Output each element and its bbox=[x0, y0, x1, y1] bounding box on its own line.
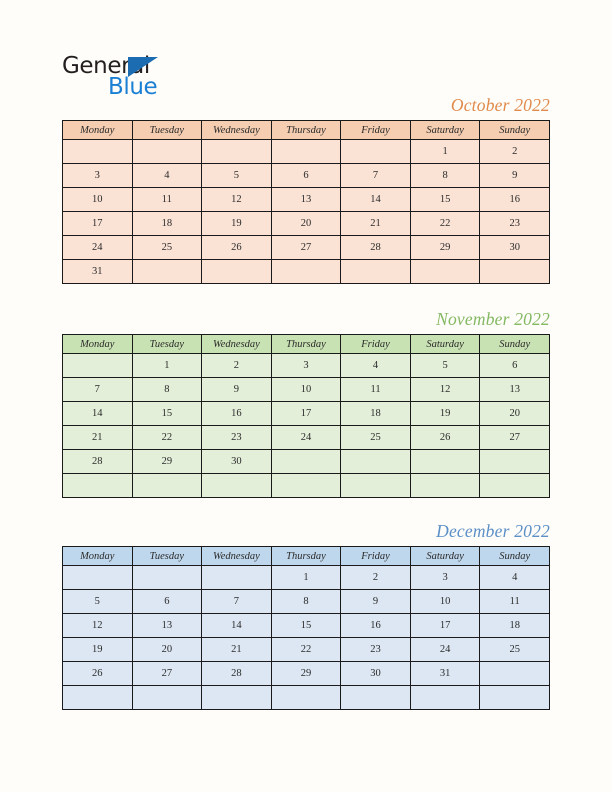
weekday-header-thursday: Thursday bbox=[271, 121, 341, 140]
calendar-day-cell[interactable]: 25 bbox=[341, 426, 411, 450]
calendar-day-cell-empty bbox=[132, 140, 202, 164]
calendar-day-cell[interactable]: 15 bbox=[410, 188, 480, 212]
calendar-day-cell[interactable]: 13 bbox=[271, 188, 341, 212]
calendar-day-cell[interactable]: 18 bbox=[480, 614, 550, 638]
calendar-day-cell-empty bbox=[63, 686, 133, 710]
calendar-week-row bbox=[63, 474, 550, 498]
calendar-day-cell[interactable]: 18 bbox=[341, 402, 411, 426]
calendar-day-cell[interactable]: 24 bbox=[410, 638, 480, 662]
calendar-day-cell[interactable]: 28 bbox=[63, 450, 133, 474]
weekday-header-sunday: Sunday bbox=[480, 121, 550, 140]
calendar-day-cell[interactable]: 27 bbox=[271, 236, 341, 260]
calendar-day-cell-empty bbox=[63, 566, 133, 590]
weekday-header-tuesday: Tuesday bbox=[132, 335, 202, 354]
calendar-day-cell[interactable]: 22 bbox=[271, 638, 341, 662]
weekday-header-monday: Monday bbox=[63, 121, 133, 140]
calendar-day-cell-empty bbox=[480, 686, 550, 710]
weekday-header-sunday: Sunday bbox=[480, 335, 550, 354]
calendar-day-cell[interactable]: 12 bbox=[202, 188, 272, 212]
calendar-body bbox=[63, 140, 550, 284]
calendar-day-cell[interactable]: 14 bbox=[202, 614, 272, 638]
calendar-day-cell[interactable]: 8 bbox=[410, 164, 480, 188]
calendar-day-cell[interactable]: 5 bbox=[63, 590, 133, 614]
calendar-day-cell[interactable]: 22 bbox=[132, 426, 202, 450]
calendar-day-cell[interactable]: 21 bbox=[341, 212, 411, 236]
calendar-day-cell[interactable]: 11 bbox=[132, 188, 202, 212]
calendar-day-cell[interactable]: 27 bbox=[132, 662, 202, 686]
calendar-week-row bbox=[63, 662, 550, 686]
calendar-day-cell[interactable]: 4 bbox=[341, 354, 411, 378]
calendar-week-row bbox=[63, 354, 550, 378]
calendar-day-cell[interactable]: 30 bbox=[341, 662, 411, 686]
calendar-day-cell-empty bbox=[202, 474, 272, 498]
calendar-day-cell[interactable]: 20 bbox=[480, 402, 550, 426]
calendar-week-row bbox=[63, 638, 550, 662]
calendar-day-cell[interactable]: 9 bbox=[480, 164, 550, 188]
calendar-day-cell[interactable]: 30 bbox=[480, 236, 550, 260]
calendar-day-cell-empty bbox=[132, 686, 202, 710]
calendar-day-cell[interactable]: 1 bbox=[410, 140, 480, 164]
calendar-day-cell[interactable]: 17 bbox=[271, 402, 341, 426]
calendar-day-cell[interactable]: 16 bbox=[341, 614, 411, 638]
calendar-day-cell[interactable]: 19 bbox=[202, 212, 272, 236]
calendar-day-cell[interactable]: 17 bbox=[63, 212, 133, 236]
calendar-week-row bbox=[63, 140, 550, 164]
calendar-week-row bbox=[63, 450, 550, 474]
calendar-week-row bbox=[63, 236, 550, 260]
calendar-day-cell-empty bbox=[132, 566, 202, 590]
calendar-day-cell[interactable]: 3 bbox=[410, 566, 480, 590]
calendar-day-cell[interactable]: 26 bbox=[410, 426, 480, 450]
calendar-day-cell[interactable]: 21 bbox=[63, 426, 133, 450]
month-title: November 2022 bbox=[436, 309, 550, 329]
month-title: December 2022 bbox=[436, 521, 550, 541]
calendar-day-cell[interactable]: 8 bbox=[271, 590, 341, 614]
calendar-day-cell-empty bbox=[271, 686, 341, 710]
calendar-day-cell-empty bbox=[410, 260, 480, 284]
calendar-body bbox=[63, 354, 550, 498]
calendar-day-cell-empty bbox=[480, 662, 550, 686]
calendar-day-cell[interactable]: 15 bbox=[132, 402, 202, 426]
calendar-day-cell-empty bbox=[202, 686, 272, 710]
calendar-day-cell-empty bbox=[202, 260, 272, 284]
calendar-day-cell[interactable]: 4 bbox=[480, 566, 550, 590]
calendar-day-cell[interactable]: 2 bbox=[202, 354, 272, 378]
calendar-day-cell[interactable]: 10 bbox=[63, 188, 133, 212]
calendar-day-cell-empty bbox=[202, 140, 272, 164]
calendar-day-cell[interactable]: 24 bbox=[271, 426, 341, 450]
weekday-header-wednesday: Wednesday bbox=[202, 335, 272, 354]
calendar-day-cell[interactable]: 29 bbox=[410, 236, 480, 260]
month-block-november bbox=[62, 309, 550, 498]
calendar-day-cell[interactable]: 29 bbox=[271, 662, 341, 686]
calendar-day-cell-empty bbox=[63, 474, 133, 498]
month-block-october bbox=[62, 95, 550, 284]
calendar-day-cell[interactable]: 14 bbox=[341, 188, 411, 212]
weekday-header-thursday: Thursday bbox=[271, 335, 341, 354]
calendar-day-cell-empty bbox=[480, 260, 550, 284]
calendar-day-cell[interactable]: 6 bbox=[480, 354, 550, 378]
calendar-day-cell[interactable]: 6 bbox=[132, 590, 202, 614]
calendar-day-cell[interactable]: 25 bbox=[480, 638, 550, 662]
calendar-week-row bbox=[63, 212, 550, 236]
calendar-day-cell[interactable]: 9 bbox=[341, 590, 411, 614]
calendar-table bbox=[62, 334, 550, 498]
calendar-day-cell-empty bbox=[480, 474, 550, 498]
calendar-day-cell-empty bbox=[63, 354, 133, 378]
calendar-day-cell[interactable]: 12 bbox=[410, 378, 480, 402]
calendar-day-cell-empty bbox=[341, 260, 411, 284]
calendar-day-cell-empty bbox=[410, 686, 480, 710]
weekday-header-saturday: Saturday bbox=[410, 547, 480, 566]
calendar-day-cell[interactable]: 13 bbox=[132, 614, 202, 638]
calendar-day-cell[interactable]: 16 bbox=[480, 188, 550, 212]
month-block-december bbox=[62, 521, 550, 710]
calendar-day-cell-empty bbox=[132, 260, 202, 284]
weekday-header-wednesday: Wednesday bbox=[202, 547, 272, 566]
calendar-day-cell[interactable]: 23 bbox=[480, 212, 550, 236]
calendar-day-cell[interactable]: 7 bbox=[63, 378, 133, 402]
calendar-day-cell[interactable]: 6 bbox=[271, 164, 341, 188]
calendar-week-row bbox=[63, 426, 550, 450]
weekday-header-saturday: Saturday bbox=[410, 335, 480, 354]
calendar-day-cell[interactable]: 3 bbox=[271, 354, 341, 378]
calendar-body bbox=[63, 566, 550, 710]
calendar-day-cell-empty bbox=[341, 140, 411, 164]
calendar-day-cell-empty bbox=[271, 474, 341, 498]
calendar-day-cell[interactable]: 18 bbox=[132, 212, 202, 236]
calendar-day-cell[interactable]: 3 bbox=[63, 164, 133, 188]
calendar-day-cell[interactable]: 2 bbox=[480, 140, 550, 164]
calendar-header-row bbox=[63, 547, 550, 566]
calendar-day-cell[interactable]: 23 bbox=[341, 638, 411, 662]
calendar-week-row bbox=[63, 378, 550, 402]
logo-text-general: General bbox=[62, 53, 150, 79]
calendar-day-cell[interactable]: 1 bbox=[132, 354, 202, 378]
calendar-day-cell-empty bbox=[410, 450, 480, 474]
weekday-header-monday: Monday bbox=[63, 335, 133, 354]
calendar-week-row bbox=[63, 260, 550, 284]
calendar-day-cell-empty bbox=[341, 474, 411, 498]
calendar-day-cell[interactable]: 5 bbox=[410, 354, 480, 378]
weekday-header-thursday: Thursday bbox=[271, 547, 341, 566]
calendar-week-row bbox=[63, 590, 550, 614]
weekday-header-friday: Friday bbox=[341, 547, 411, 566]
weekday-header-wednesday: Wednesday bbox=[202, 121, 272, 140]
calendar-day-cell[interactable]: 20 bbox=[132, 638, 202, 662]
calendar-day-cell-empty bbox=[63, 140, 133, 164]
calendar-day-cell-empty bbox=[271, 260, 341, 284]
calendar-week-row bbox=[63, 188, 550, 212]
calendar-day-cell[interactable]: 8 bbox=[132, 378, 202, 402]
calendar-day-cell[interactable]: 11 bbox=[480, 590, 550, 614]
calendar-day-cell[interactable]: 21 bbox=[202, 638, 272, 662]
weekday-header-friday: Friday bbox=[341, 335, 411, 354]
calendar-week-row bbox=[63, 686, 550, 710]
calendar-day-cell[interactable]: 24 bbox=[63, 236, 133, 260]
calendar-table bbox=[62, 546, 550, 710]
calendar-day-cell-empty bbox=[341, 686, 411, 710]
calendar-day-cell[interactable]: 7 bbox=[341, 164, 411, 188]
calendar-day-cell[interactable]: 31 bbox=[410, 662, 480, 686]
calendar-day-cell[interactable]: 2 bbox=[341, 566, 411, 590]
calendar-day-cell[interactable]: 1 bbox=[271, 566, 341, 590]
calendar-table bbox=[62, 120, 550, 284]
calendar-day-cell-empty bbox=[410, 474, 480, 498]
calendar-week-row bbox=[63, 164, 550, 188]
calendar-day-cell[interactable]: 27 bbox=[480, 426, 550, 450]
calendar-day-cell[interactable]: 22 bbox=[410, 212, 480, 236]
calendar-day-cell[interactable]: 5 bbox=[202, 164, 272, 188]
calendar-header-row bbox=[63, 121, 550, 140]
calendar-day-cell-empty bbox=[480, 450, 550, 474]
logo-text-blue: Blue bbox=[108, 74, 158, 100]
weekday-header-tuesday: Tuesday bbox=[132, 547, 202, 566]
calendar-day-cell-empty bbox=[202, 566, 272, 590]
calendar-day-cell[interactable]: 25 bbox=[132, 236, 202, 260]
calendar-day-cell[interactable]: 23 bbox=[202, 426, 272, 450]
weekday-header-monday: Monday bbox=[63, 547, 133, 566]
calendar-day-cell-empty bbox=[271, 140, 341, 164]
calendar-day-cell[interactable]: 15 bbox=[271, 614, 341, 638]
calendar-day-cell[interactable]: 26 bbox=[202, 236, 272, 260]
calendar-day-cell[interactable]: 10 bbox=[410, 590, 480, 614]
calendar-day-cell[interactable]: 12 bbox=[63, 614, 133, 638]
calendar-day-cell[interactable]: 9 bbox=[202, 378, 272, 402]
calendar-day-cell-empty bbox=[341, 450, 411, 474]
calendar-header-row bbox=[63, 335, 550, 354]
calendar-day-cell[interactable]: 13 bbox=[480, 378, 550, 402]
calendar-day-cell[interactable]: 28 bbox=[202, 662, 272, 686]
calendar-day-cell[interactable]: 20 bbox=[271, 212, 341, 236]
weekday-header-saturday: Saturday bbox=[410, 121, 480, 140]
calendar-day-cell[interactable]: 7 bbox=[202, 590, 272, 614]
calendar-day-cell[interactable]: 28 bbox=[341, 236, 411, 260]
calendar-day-cell[interactable]: 14 bbox=[63, 402, 133, 426]
calendar-day-cell[interactable]: 17 bbox=[410, 614, 480, 638]
calendar-day-cell[interactable]: 16 bbox=[202, 402, 272, 426]
calendar-day-cell[interactable]: 31 bbox=[63, 260, 133, 284]
calendar-day-cell-empty bbox=[132, 474, 202, 498]
calendar-day-cell[interactable]: 11 bbox=[341, 378, 411, 402]
weekday-header-friday: Friday bbox=[341, 121, 411, 140]
calendar-week-row bbox=[63, 566, 550, 590]
calendar-day-cell[interactable]: 26 bbox=[63, 662, 133, 686]
calendar-week-row bbox=[63, 614, 550, 638]
calendar-day-cell[interactable]: 30 bbox=[202, 450, 272, 474]
calendar-day-cell[interactable]: 19 bbox=[63, 638, 133, 662]
month-title: October 2022 bbox=[450, 95, 550, 115]
calendar-day-cell-empty bbox=[271, 450, 341, 474]
calendar-week-row bbox=[63, 402, 550, 426]
calendar-day-cell[interactable]: 19 bbox=[410, 402, 480, 426]
weekday-header-sunday: Sunday bbox=[480, 547, 550, 566]
calendar-day-cell[interactable]: 10 bbox=[271, 378, 341, 402]
calendar-day-cell[interactable]: 29 bbox=[132, 450, 202, 474]
calendar-day-cell[interactable]: 4 bbox=[132, 164, 202, 188]
weekday-header-tuesday: Tuesday bbox=[132, 121, 202, 140]
